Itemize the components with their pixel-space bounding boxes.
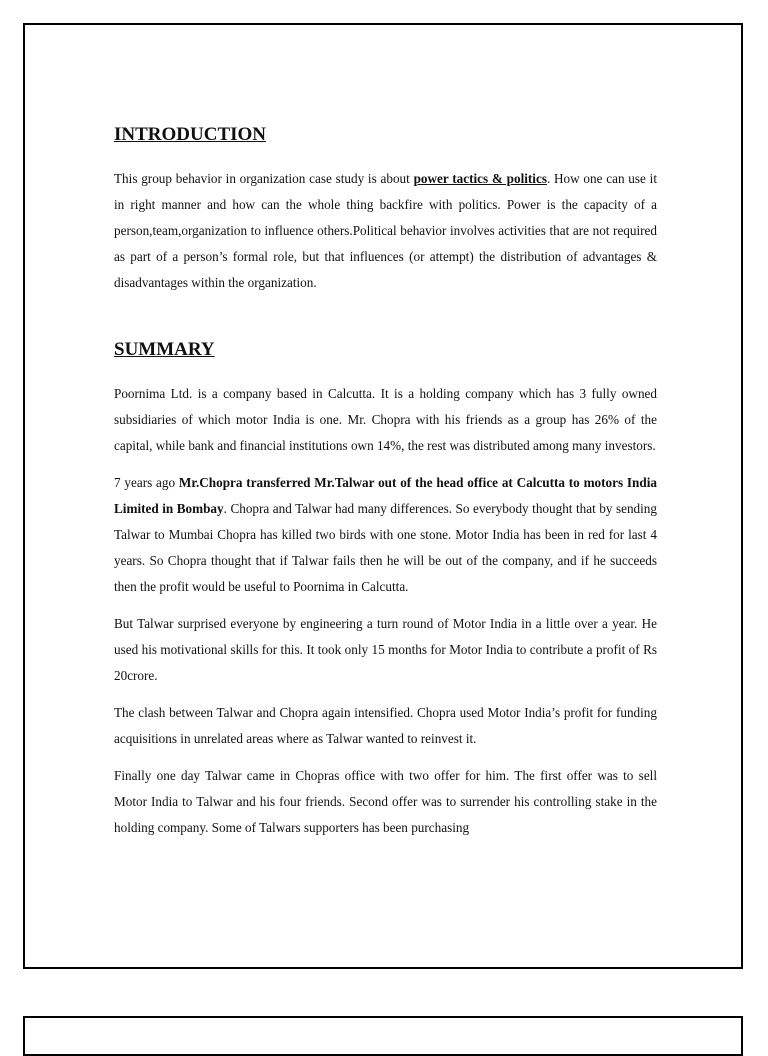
summary-paragraph-3: But Talwar surprised everyone by engineering a turn round of Motor India in a little over a year. He used his motivational skills for this. It took only 15 months for Motor India to contribute a profit of Rs 20crore. xyxy=(114,616,657,683)
intro-text-end: . How one can use it in right manner and how can the whole thing backfire with politics. Power is the capacity of a person,team,organization to influence others.Political behavior involves activities that are not required as part of a person’s formal role, but that influences (or attempt) the distribution of advantages & disadvantages within the organization. xyxy=(114,171,657,290)
introduction-heading: INTRODUCTION xyxy=(114,124,267,145)
intro-emphasis: power tactics & politics xyxy=(413,171,547,186)
summary-p2-end: . Chopra and Talwar had many differences. So everybody thought that by sending Talwar to Mumbai Chopra has killed two birds with one stone. Motor India has been in red for last 4 years. So Chopra thought that if Talwar fails then he will be out of the company, and if he succeeds then the profit would be useful to Poornima in Calcutta. xyxy=(114,501,657,594)
next-page-edge xyxy=(23,1016,743,1056)
summary-p2-start: 7 years ago xyxy=(114,475,179,490)
summary-paragraph-2 xyxy=(114,470,657,600)
intro-text-start: This group behavior in organization case study is about xyxy=(114,171,414,186)
summary-paragraph-4: The clash between Talwar and Chopra again intensified. Chopra used Motor India’s profit for funding acquisitions in unrelated areas where as Talwar wanted to reinvest it. xyxy=(114,705,657,746)
summary-paragraph-5: Finally one day Talwar came in Chopras office with two offer for him. The first offer was to sell Motor India to Talwar and his four friends. Second offer was to surrender his controlling stake in the holding company. Some of Talwars supporters has been purchasing xyxy=(114,768,657,835)
summary-p2-emphasis: Mr.Chopra transferred Mr.Talwar out of the head office at Calcutta to motors India Limited in Bombay xyxy=(114,475,657,516)
document-page xyxy=(23,23,743,969)
summary-heading: SUMMARY xyxy=(114,339,215,360)
introduction-paragraph xyxy=(114,166,657,296)
page-content xyxy=(114,123,657,852)
summary-paragraph-1: Poornima Ltd. is a company based in Calcutta. It is a holding company which has 3 fully owned subsidiaries of which motor India is one. Mr. Chopra with his friends as a group has 26% of the capital, while bank and financial institutions own 14%, the rest was distributed among many investors. xyxy=(114,386,657,453)
